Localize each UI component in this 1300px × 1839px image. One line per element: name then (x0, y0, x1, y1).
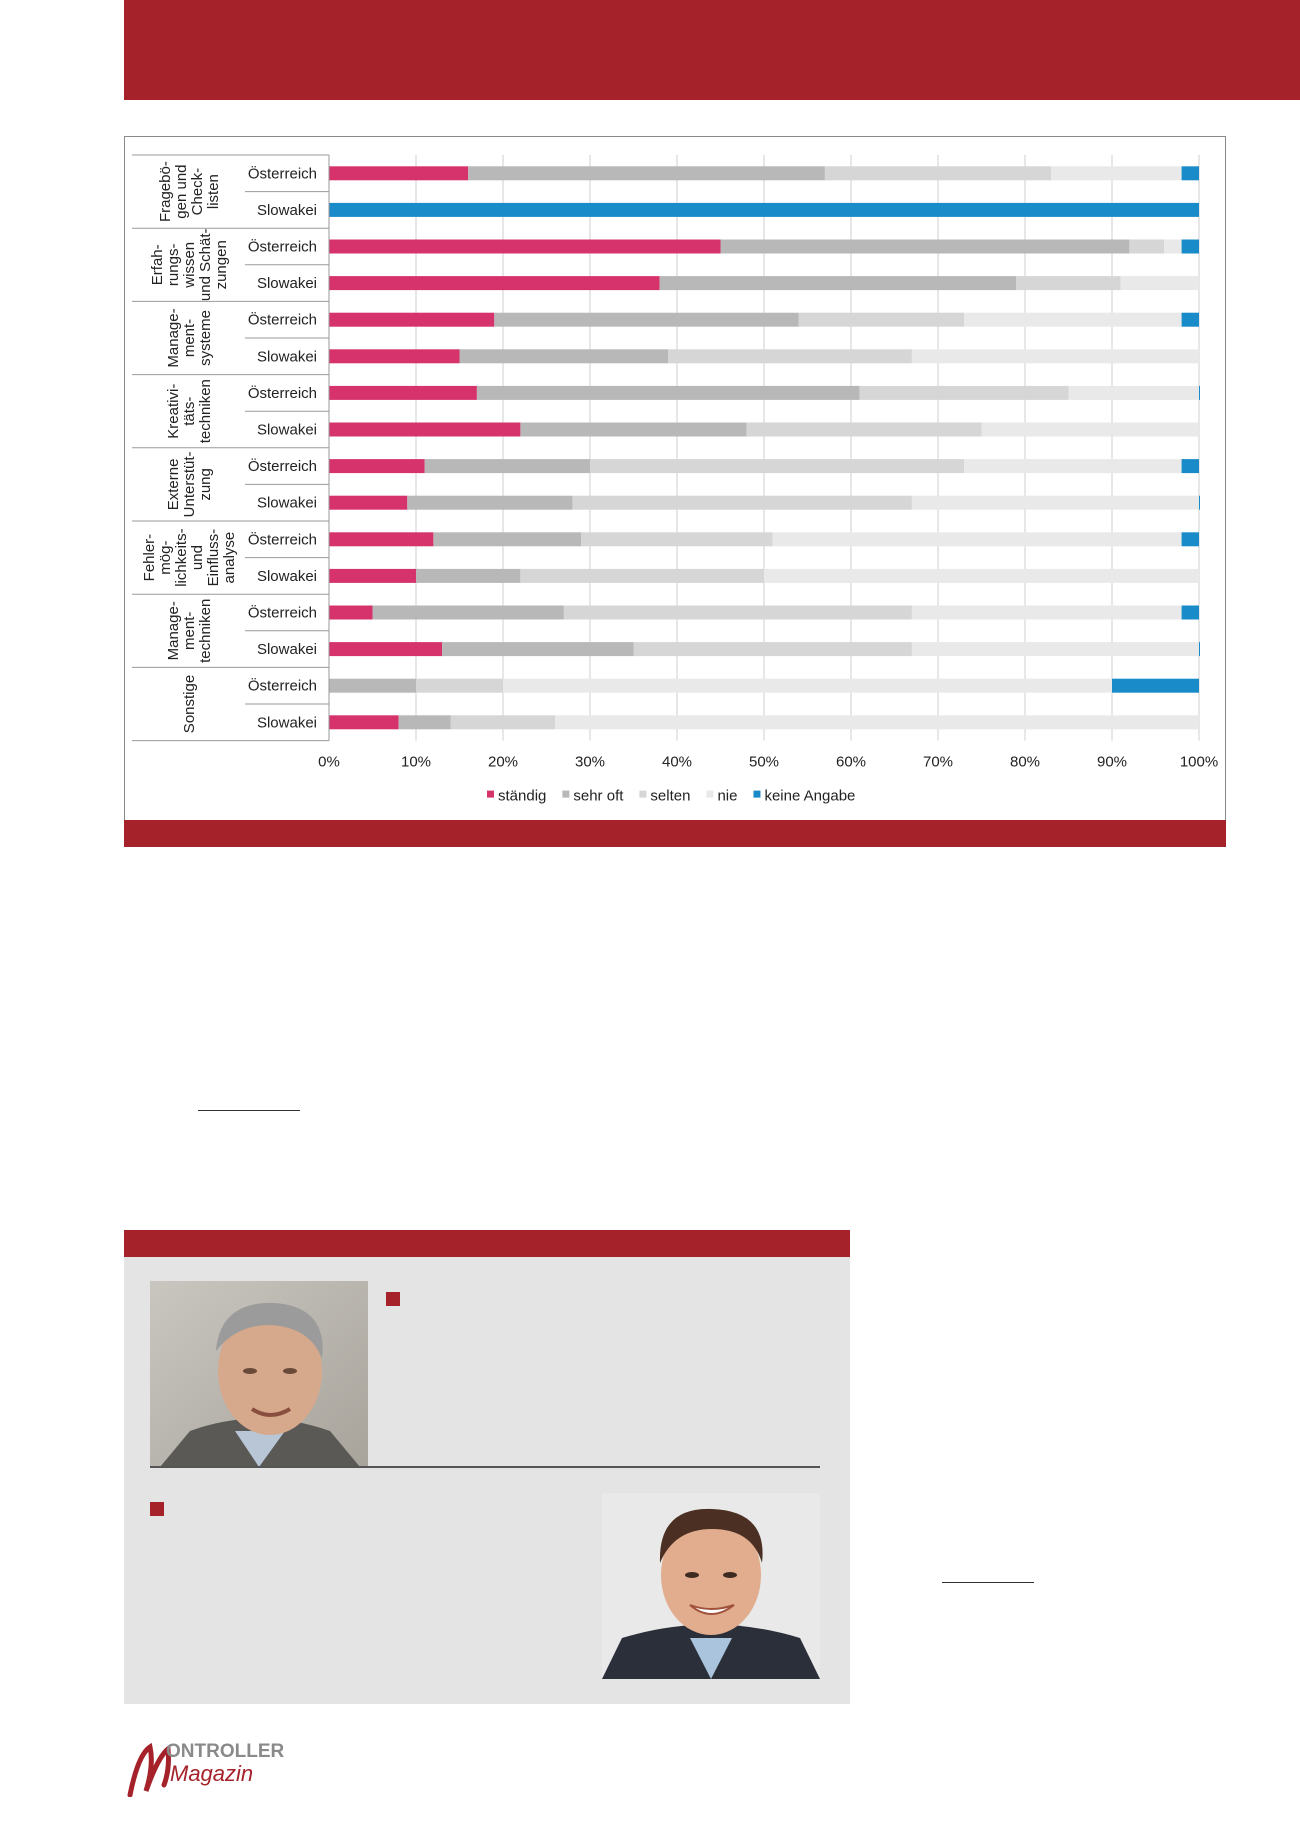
bar-segment (1069, 386, 1200, 400)
footnote-rule-left (198, 1110, 300, 1111)
legend-label: keine Angabe (764, 787, 856, 805)
legend-swatch (706, 791, 713, 798)
x-tick-label: 30% (574, 753, 606, 771)
bar-segment (773, 532, 1182, 546)
bar-segment (329, 240, 721, 254)
bar-segment (1182, 240, 1199, 254)
category-label: Slowakei (256, 201, 317, 219)
logo-top-text: ONTROLLER (166, 1741, 284, 1762)
bar-segment (329, 349, 460, 363)
bar-segment (590, 459, 964, 473)
bar-segment (1112, 679, 1199, 693)
group-label: Manage-ment-techniken (165, 598, 214, 663)
bar-segment (964, 459, 1182, 473)
bar-segment (451, 715, 555, 729)
bar-segment (1051, 166, 1182, 180)
bar-segment (912, 642, 1199, 656)
category-label: Österreich (247, 531, 317, 549)
category-label: Österreich (247, 677, 317, 695)
bar-segment (329, 203, 1199, 217)
footnote-rule-right (942, 1582, 1034, 1583)
bar-segment (982, 423, 1200, 437)
group-label: Fehler-mög-lichkeits-undEinfluss-analyse (141, 528, 238, 587)
bar-segment (634, 642, 912, 656)
bar-segment (912, 349, 1199, 363)
category-label: Slowakei (256, 348, 317, 366)
x-tick-label: 60% (835, 753, 867, 771)
bar-segment (329, 166, 468, 180)
bar-segment (564, 606, 912, 620)
bar-segment (747, 423, 982, 437)
logo-script-text: Magazin (170, 1761, 254, 1786)
controller-magazin-logo (124, 1735, 284, 1797)
x-tick-label: 40% (661, 753, 693, 771)
category-label: Slowakei (256, 494, 317, 512)
x-tick-label: 70% (922, 753, 954, 771)
legend-label: nie (717, 787, 738, 805)
group-label: Erfah-rungs-wissenund Schät-zungen (149, 228, 230, 302)
bar-segment (399, 715, 451, 729)
author-photo-2 (602, 1493, 820, 1679)
bar-segment (416, 679, 503, 693)
category-label: Österreich (247, 458, 317, 476)
group-label: Fragebö-gen undCheck-listen (157, 161, 222, 223)
category-label: Slowakei (256, 275, 317, 293)
legend-swatch (487, 791, 494, 798)
x-tick-label: 20% (487, 753, 519, 771)
bar-segment (1182, 459, 1199, 473)
category-label: Österreich (247, 165, 317, 183)
bar-segment (477, 386, 860, 400)
bar-segment (329, 642, 442, 656)
bar-segment (416, 569, 520, 583)
category-label: Österreich (247, 311, 317, 329)
group-label: Sonstige (181, 674, 198, 734)
category-label: Österreich (247, 238, 317, 256)
bar-segment (329, 532, 433, 546)
bar-segment (468, 166, 825, 180)
bar-segment (1182, 532, 1199, 546)
bar-segment (520, 423, 746, 437)
legend-swatch (639, 791, 646, 798)
author-box-header (124, 1230, 850, 1257)
bar-segment (329, 496, 407, 510)
bar-segment (555, 715, 1199, 729)
bar-segment (764, 569, 1199, 583)
group-label: Kreativi-täts-techniken (165, 379, 214, 444)
bar-segment (329, 606, 373, 620)
bar-segment (1182, 166, 1199, 180)
header-band (124, 0, 1300, 100)
stacked-bar-chart (125, 137, 1225, 845)
bar-segment (460, 349, 669, 363)
bar-segment (860, 386, 1069, 400)
category-label: Slowakei (256, 641, 317, 659)
bar-segment (799, 313, 964, 327)
bar-segment (503, 679, 1112, 693)
bar-segment (425, 459, 590, 473)
legend-label: selten (650, 787, 691, 805)
bar-segment (964, 313, 1182, 327)
bar-segment (581, 532, 772, 546)
bar-segment (660, 276, 1017, 290)
bar-segment (1121, 276, 1199, 290)
bar-segment (329, 569, 416, 583)
bar-segment (373, 606, 564, 620)
category-label: Österreich (247, 604, 317, 622)
bar-segment (1199, 386, 1200, 400)
bar-segment (1182, 313, 1199, 327)
bar-segment (520, 569, 764, 583)
bar-segment (329, 423, 520, 437)
bio-divider (150, 1466, 820, 1468)
x-tick-label: 10% (400, 753, 432, 771)
bar-segment (329, 715, 399, 729)
bar-segment (668, 349, 912, 363)
x-tick-label: 0% (318, 753, 340, 771)
chart-frame (124, 136, 1226, 846)
bar-segment (329, 679, 416, 693)
bar-segment (442, 642, 633, 656)
bio-bullet-2 (150, 1502, 164, 1516)
bar-segment (912, 496, 1199, 510)
bar-segment (1129, 240, 1164, 254)
bar-segment (1164, 240, 1181, 254)
legend-swatch (753, 791, 760, 798)
bar-segment (1182, 606, 1199, 620)
bar-segment (494, 313, 799, 327)
group-label: ExterneUnterstüt-zung (165, 451, 214, 518)
x-tick-label: 100% (1179, 753, 1219, 771)
bar-segment (329, 459, 425, 473)
legend-swatch (562, 791, 569, 798)
bar-segment (573, 496, 912, 510)
bar-segment (329, 313, 494, 327)
bar-segment (721, 240, 1130, 254)
category-label: Slowakei (256, 421, 317, 439)
bar-segment (329, 276, 660, 290)
bar-segment (1199, 496, 1200, 510)
legend-label: sehr oft (573, 787, 624, 805)
category-label: Österreich (247, 384, 317, 402)
category-label: Slowakei (256, 714, 317, 732)
bar-segment (1199, 642, 1200, 656)
bar-segment (825, 166, 1051, 180)
bar-segment (433, 532, 581, 546)
bar-segment (1016, 276, 1120, 290)
chart-footer-band (124, 820, 1226, 847)
group-label: Manage-ment-systeme (165, 308, 214, 368)
x-tick-label: 90% (1096, 753, 1128, 771)
bar-segment (912, 606, 1182, 620)
bar-segment (329, 386, 477, 400)
legend-label: ständig (498, 787, 547, 805)
category-label: Slowakei (256, 567, 317, 585)
x-tick-label: 80% (1009, 753, 1041, 771)
bar-segment (407, 496, 572, 510)
bio-bullet-1 (386, 1292, 400, 1306)
x-tick-label: 50% (748, 753, 780, 771)
author-photo-1 (150, 1281, 368, 1467)
